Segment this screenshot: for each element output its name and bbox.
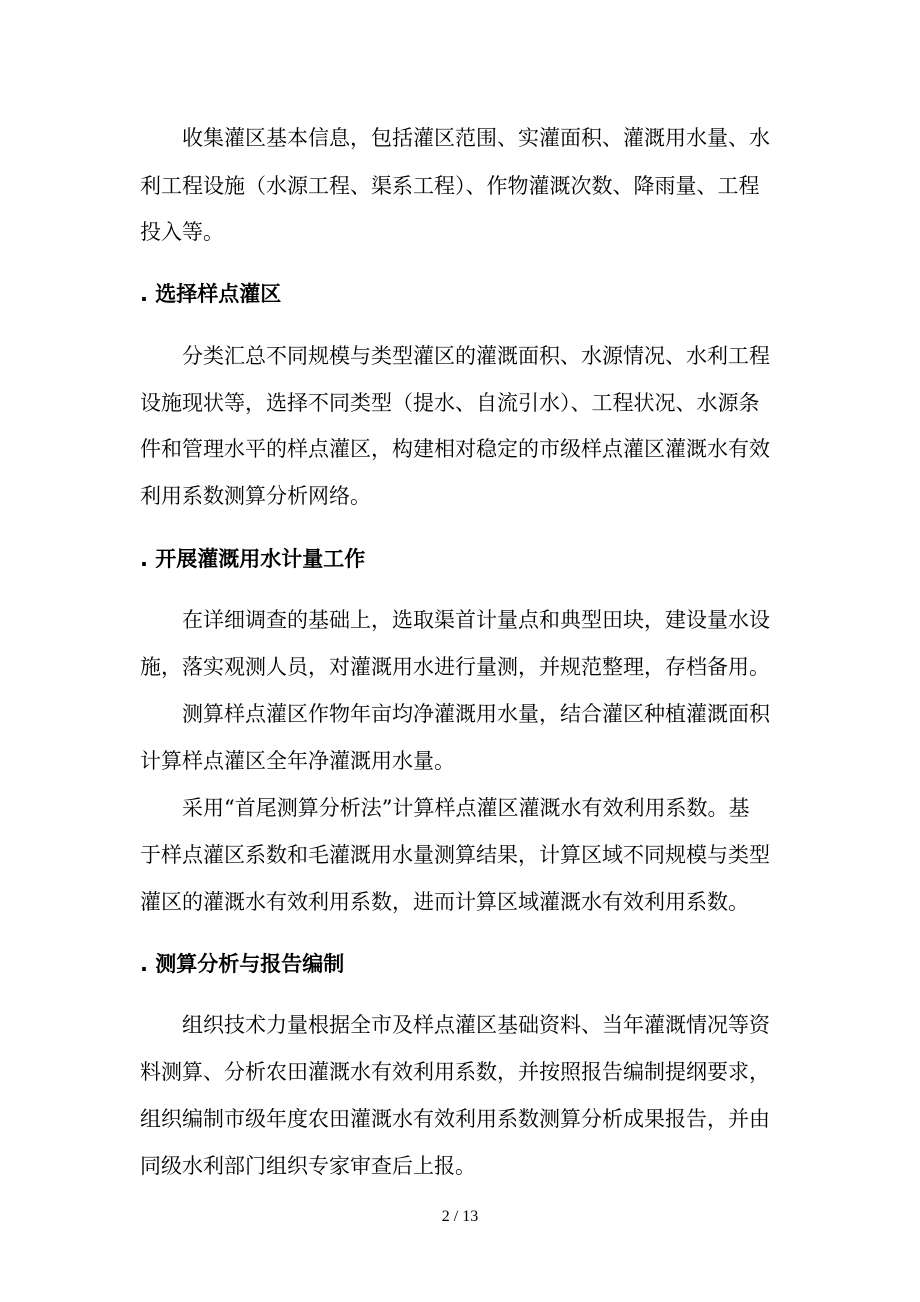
paragraph-line: 组织技术力量根据全市及样点灌区基础资料、当年灌溉情况等资: [182, 1013, 770, 1037]
paragraph-line: 组织编制市级年度农田灌溉水有效利用系数测算分析成果报告，并由: [140, 1107, 770, 1131]
page-number: 2 / 13: [441, 1208, 479, 1225]
paragraph-line: 采用“首尾测算分析法”计算样点灌区灌溉水有效利用系数。基: [182, 796, 750, 820]
section-heading: . 选择样点灌区: [140, 282, 282, 306]
paragraph-line: 同级水利部门组织专家审查后上报。: [140, 1154, 476, 1178]
section-heading: . 开展灌溉用水计量工作: [140, 547, 366, 571]
paragraph-line: 件和管理水平的样点灌区，构建相对稳定的市级样点灌区灌溉水有效: [140, 437, 770, 461]
paragraph-line: 设施现状等，选择不同类型（提水、自流引水）、工程状况、水源条: [140, 391, 760, 415]
paragraph-line: 计算样点灌区全年净灌溉用水量。: [140, 749, 455, 773]
paragraph-line: 灌区的灌溉水有效利用系数，进而计算区域灌溉水有效利用系数。: [140, 890, 749, 914]
paragraph-line: 投入等。: [140, 220, 224, 244]
paragraph-line: 于样点灌区系数和毛灌溉用水量测算结果，计算区域不同规模与类型: [140, 843, 770, 867]
section-heading: . 测算分析与报告编制: [140, 952, 345, 976]
paragraph-line: 施，落实观测人员，对灌溉用水进行量测，并规范整理，存档备用。: [140, 655, 770, 679]
paragraph-line: 收集灌区基本信息，包括灌区范围、实灌面积、灌溉用水量、水: [182, 126, 770, 150]
paragraph-line: 分类汇总不同规模与类型灌区的灌溉面积、水源情况、水利工程: [182, 344, 770, 368]
paragraph-line: 测算样点灌区作物年亩均净灌溉用水量，结合灌区种植灌溉面积: [182, 702, 770, 726]
paragraph-line: 利工程设施（水源工程、渠系工程）、作物灌溉次数、降雨量、工程: [140, 174, 760, 198]
paragraph-line: 在详细调查的基础上，选取渠首计量点和典型田块，建设量水设: [182, 608, 770, 632]
paragraph-line: 利用系数测算分析网络。: [140, 484, 371, 508]
paragraph-line: 料测算、分析农田灌溉水有效利用系数，并按照报告编制提纲要求，: [140, 1060, 770, 1084]
